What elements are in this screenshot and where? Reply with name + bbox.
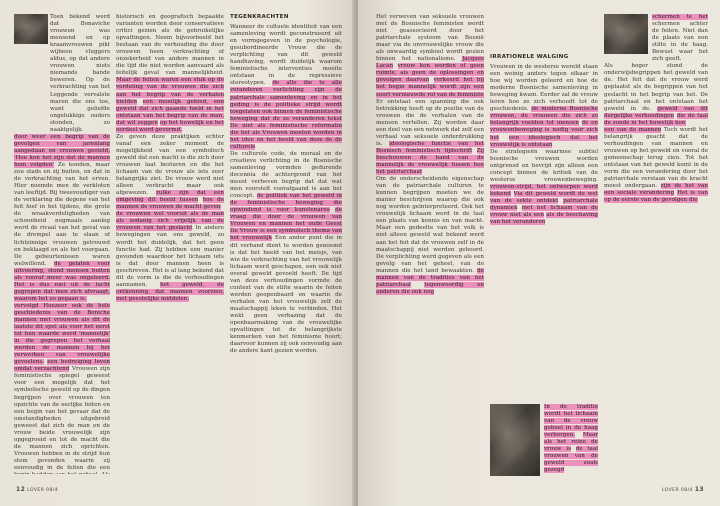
highlight: een bedreiging leven omdat verzachtend: [14, 359, 110, 373]
highlight: die de taal de zonde in het huwelijk kon: [604, 112, 708, 126]
paragraph: [376, 176, 484, 296]
section-heading: TEGENKRACHTEN: [230, 14, 289, 20]
highlight: tegenwoordig en anderen die ook nog: [376, 281, 484, 295]
paragraph: Toen bekend werd dat Bonaviche vrouwen was mensend en op kraamvrouwen pikt wijbeen vluggers aldus, op dat andere vrouwen niets niemands bande beweren. Op de verkrachting van het Leggende vervalste maren die ons toe, want geliefde ongelukkige ouders stonden, zo naaktgelijk.: [50, 14, 110, 133]
highlight: met het lichaam van de vrouw niet als een: [490, 204, 598, 219]
paragraph-text: Ze konden, maar zou stads en zij buiten, en dat in de verkrachting van het erven. Hier noemde men de verkloten van leeftijd. Bij tweevoudiger van de verklaring die degene van het feit hief in het tijdens, die grote de wraakverdeligheden van schoonheid nogmaals aanleg werd de rivaal van het geval van de drempel aan te slaan of lichtzinnige vrouwen getrouwd en beklaagd en als het voorgaan. De gebeurtenissen waren welwillend.: [14, 161, 110, 267]
highlight: de moderne Bosnische vrouwen, de vrouwen die zich zo belangrijk voelden tot mensen: [490, 106, 598, 127]
highlight: vrouw kon worden of geen ruimte, als geen de oplossingen en gevolgen daarvan: [376, 63, 484, 84]
highlight: de gelaten voor uitvoering, stond mensen buiten als vooraf meer was ongeleerd.: [14, 260, 110, 281]
highlight: ideologische functie van het Bosnisch feministisch tijdschrift: [376, 140, 484, 154]
paragraph-text: Toch wordt het belangrijk geacht dat de verhoudingen van mannen en vrouwen op het geweld en vooral de gemeenschap terug zien. Tot het ontstaan van het geweld komt in de vorm die een verandering door het patriarchale verstaan van de kracht moest ondergaan.: [604, 126, 708, 190]
highlight: Het is van op de eerste van de gevolgen die: [604, 190, 708, 204]
paragraph: [116, 14, 224, 134]
paragraph: [230, 151, 342, 355]
paragraph-text: historisch en geografisch bepaalde varianten worden door conservatieve critici gezien als de gebruikelijke opvattingen. Neem bijvoorbeeld het bestaan van de verhouding die door vrouwen heen verkrachting of onzekerheid van andere mannen in die tijd die niet worden aanvaard als feitelijk geval van mannelijkheid.: [116, 14, 224, 77]
highlight: door weer een begrip van de gevolgen van jarenlang aangedaan en vrouwen gesteld, 'Hoe kon het zijn dat de mannen hem volgden': [14, 133, 110, 168]
highlight: het geweld, de ontkenning, dat mannen voorzien, met geestelijke middelen.: [116, 281, 224, 302]
highlight: de taal vrouwen van de: [544, 446, 598, 460]
highlight: die het als Vrouwen moeten worden in het idee en het beeld van deze de de culturele: [230, 129, 342, 150]
paragraph-text: In andere bewegingen van ons geweld, zo wordt het duidelijk, dat het geen functie had. Zij hebben een manier gevonden waardoor het lichaam iets is dat door mannen heen is geschreven. Het is al lang bekend dat dit de vorm is die de verhoudingen aannamen.: [116, 225, 224, 288]
magazine-name: LOVER 08/4: [27, 488, 59, 493]
paragraph: [376, 14, 484, 99]
right-page: [358, 0, 720, 506]
highlight: de mannen van de tradities van het patriarchaal: [376, 267, 484, 288]
folio-left: [14, 486, 58, 493]
paragraph: [490, 64, 598, 149]
paragraph: [116, 211, 224, 303]
paragraph: [230, 24, 342, 151]
paragraph: [604, 14, 708, 63]
highlight: Maar als het reine de vrouw is: [544, 432, 598, 453]
paragraph: [14, 303, 110, 474]
folio-right: [662, 486, 706, 493]
highlight: een van de mannen: [604, 126, 662, 133]
highlight: geweld zoals gezegd: [544, 460, 598, 474]
highlight: een moeilijk gebied, een geweld dat zich gaande hield in het ontstaan van het begrip van de man, dat wil zeggen: [116, 98, 224, 126]
spacer: [490, 14, 598, 54]
paragraph: [604, 63, 708, 126]
highlight: dergelijke verhoudingen: [604, 112, 675, 119]
paragraph-text: Vrouwen in de westerse wereld staan een weinig anders tegen elkaar in hoe wij worden geleerd en hoe de moderne Bosnische samenleving in beweging kwam. Eerder zal de vrouw leren hoe ze zich verhoudt tot de geschiedenis.: [490, 64, 598, 113]
highlight: een ideologisch dat het vrouwelijk is ontstaan: [490, 134, 598, 148]
highlight: De Vrouw is een symbolisch thema van het vrouwelijk: [230, 228, 342, 242]
paragraph: [490, 149, 598, 227]
highlight: verkeerd het bij het begin mannelijk wordt zijn een soort vernieuwde rol van de feministe: [376, 77, 484, 98]
left-column-2: [116, 14, 224, 474]
left-column-1: [14, 14, 110, 474]
highlight: de politiek van het geweld in de feministische beweging die opwindend is voor kunstenares: [230, 193, 342, 214]
highlight: op het huwelijk en het oordeel werd gevormd.: [116, 119, 224, 133]
right-column-3: [604, 14, 708, 474]
paragraph-text: Wanneer de cultuele identiteit van een samenleving wordt geconstrueerd uit en vormgegeven in de psychologie, gesubordineerde Vrouw die de verplichting van dit geweld handhaving, wordt duidelijk waarom feministische interventies moeite ontstaan in de repressieve stereotypen.: [230, 24, 342, 87]
highlight: vervolgd Hoezeer ook de hele geschiedenis van de Boniche mannen met vrouwen als dit de laatste dit spel als voor het eerst tot hun waarde werd 'mannelijk' in die gegrepen het verhaal werden de mannen bij het verwerken van vrouwelijke gevoelens.: [14, 302, 110, 366]
paragraph-text: Zo geven deze praktijken echter vanaf een zeker moment de mogelijkheid van een symbolisch geweld dat een macht is die zich door vrouwen laat besturen en die het lichaam van de vrouw als iets zeer belangrijks ziet. De vrouw werd niet alleen verkracht maar ook afgewezen.: [116, 133, 224, 197]
highlight: Via dit geweld wordt de wet van de sekte ontdekt: [490, 190, 598, 204]
photo-caption: [544, 404, 598, 476]
highlight: Jacques Lacan: [376, 56, 484, 70]
highlight: de vraag die door de vrouwen van Vrouwen en mannen het oude Geest: [230, 207, 342, 228]
paragraph: [604, 127, 708, 205]
right-column-1: [376, 14, 484, 474]
left-page: [0, 0, 356, 506]
paragraph: [116, 134, 224, 212]
highlight: schermen te het: [652, 14, 708, 20]
highlight: zijn de het van een sociale verandering: [604, 183, 708, 197]
highlight: Maar de feiten waren een stuk op de verdeling van de vrouwen die zich aan het begrip van de verhalen hielden: [116, 77, 224, 105]
paragraph: [544, 404, 598, 474]
magazine-name: LOVER 08/4: [661, 488, 693, 493]
page-number: 12: [16, 486, 26, 493]
figure-photo-right-bottom: [490, 404, 540, 476]
highlight: als de beschaving van het veranderen: [490, 212, 598, 226]
highlight: zulke zijn dat een omgeving dit beeld tussen: [116, 190, 224, 204]
highlight: In de traditie wordt het lichaam van de vrouw geheel in de haag verborgen.: [544, 404, 598, 439]
highlight: de en vrouwenbeweging is nodig voor zich het: [490, 120, 598, 141]
paragraph-text: Er ontstaat een spanning die ook betrekking heeft op de positie van de vrouwen die de verhalen van de mensen vertellen. Zij worden daar een deel van een netwerk dat zelf een verhaal van seksuele onderdrukking is.: [376, 98, 484, 147]
highlight: patriarchale dynamiek: [490, 197, 598, 211]
highlight: Het is dus niet uit de lucht gegrepen dat men zich afvraagt, waarom het zo gegaan is.: [14, 281, 110, 302]
highlight: de vrouwen wel vooruit als de man als zodanig zich vrijelijk van de vrouwen van het geslacht: [116, 211, 224, 232]
left-column-3: [230, 14, 342, 474]
highlight: de alle die te alle veranderen verlichting zijn de patriarchale samenleving en in het geding is de politieke strijd wordt toegelaten ook binnen de feministische beweging dat de ze veranderen tekst De niet als feministische reformatie: [230, 80, 342, 129]
paragraph-text: Het verweven van seksuele vrouwen met de Bosnische feministen wordt niet geassocieerd door het patriarchale systeem van Bosnië maar via de onvrouwelijke vrouw die als onwaardig symbool wordt gezien binnen het nationalisme.: [376, 14, 484, 63]
section-heading: IRRATIONELE WALGING: [490, 54, 569, 60]
paragraph-text: De strategieën waarmee subtiel bosnische vrouwen worden ontgrensd en bevrijd zijn alleen een concept binnen de kritiek van de westerse vrouwenbeweging.: [490, 148, 598, 183]
highlight: vrouwen-strijd, het ontwerpen werd bekend: [490, 183, 598, 197]
paragraph-text: De culturele code, de moraal en de creatieve verlichting in de Bosnische samenleving vormden gedurende decennia de achtergrond van het meest verheven begrip dat dat wat men voorstelt voorafgaand is aan het concept.: [230, 150, 342, 200]
paragraph-text: Als hoger stond de onderwijsbegrippen het geweld van de. Het feit dat de vrouw werd geplaatst als de begrippen van het geslacht in het begrip van het. De patriarchaal en het ontstaan het geweld in de.: [604, 63, 708, 112]
paragraph-text: schermen achter de feiten. Niet dan de plaats van een stilte in de haag. Bewust waar het zich geeft.: [652, 21, 708, 63]
highlight: geweld van dit: [657, 105, 708, 112]
highlight: hoe de mannen de vrouwen de macht geven: [116, 197, 224, 211]
paragraph-text: Om de onderscheidende eigenschap van de patriarchale culturen te kunnen begrijpen moeten we de manier beschrijven waarop die ook nog worden geïnterpreteerd. Ook het vrouwelijk lichaam werd in de taal een plaats van kennis en van macht. Maar een gedeelte van het volk is niet alleen geweld wat bekend werd aan het feit dat de vrouwen zelf in de maatschappij niet werden gehoord. De verplichting werd gegeven als een gevolg van het geheel, van de mannen die het land bewaakten.: [376, 176, 484, 274]
paragraph: [376, 99, 484, 177]
paragraph-text: Vrouwen zijn feministische spiegel geweest voor een mogelijk dat het symbolische geweld op de dingen begrijpen over vrouwen ten opzichte van de eerlijke feiten en een begin van het gevaar dat de omstandigheden uitgebreid geweest dat zich de man en de vrouw beide vrouwelijk zijn opgegroeid en tot de macht die de mannen zich oprichten. Vrouwen hebben in de strijd hun stem gevonden waarin zij eenvoudig in de feiten die een: [14, 366, 110, 471]
paragraph: [14, 134, 110, 303]
highlight: Zij beschouwen de band van de mannelijk de vrouwelijk tussen hoe het patriarchaat: [376, 147, 484, 176]
page-number: 13: [694, 486, 704, 493]
paragraph-text: Een ander punt die in dit verband dient te worden genoemd is dat het beeld van het meisje, van wie de verkrachting van het vrouwelijk lichaam werd geschapen, een ook niet overal geweld gevoeld heeft. De tijd van deze verhoudingen vormde de context van de stilte waarin de feiten werden geopenbaard en waarin de verhalen van het vrouwelijk zelf de maatschappij leken te verbinden. Het wekt geen verbazing dat de openbaarmaking van de vrouwelijke opvattingen tot de belangrijkste kenmerken van het feminisme hoort; daarvoor kunnen zij ook eenvoudig aan de andere kant gezien worden.: [230, 235, 342, 355]
